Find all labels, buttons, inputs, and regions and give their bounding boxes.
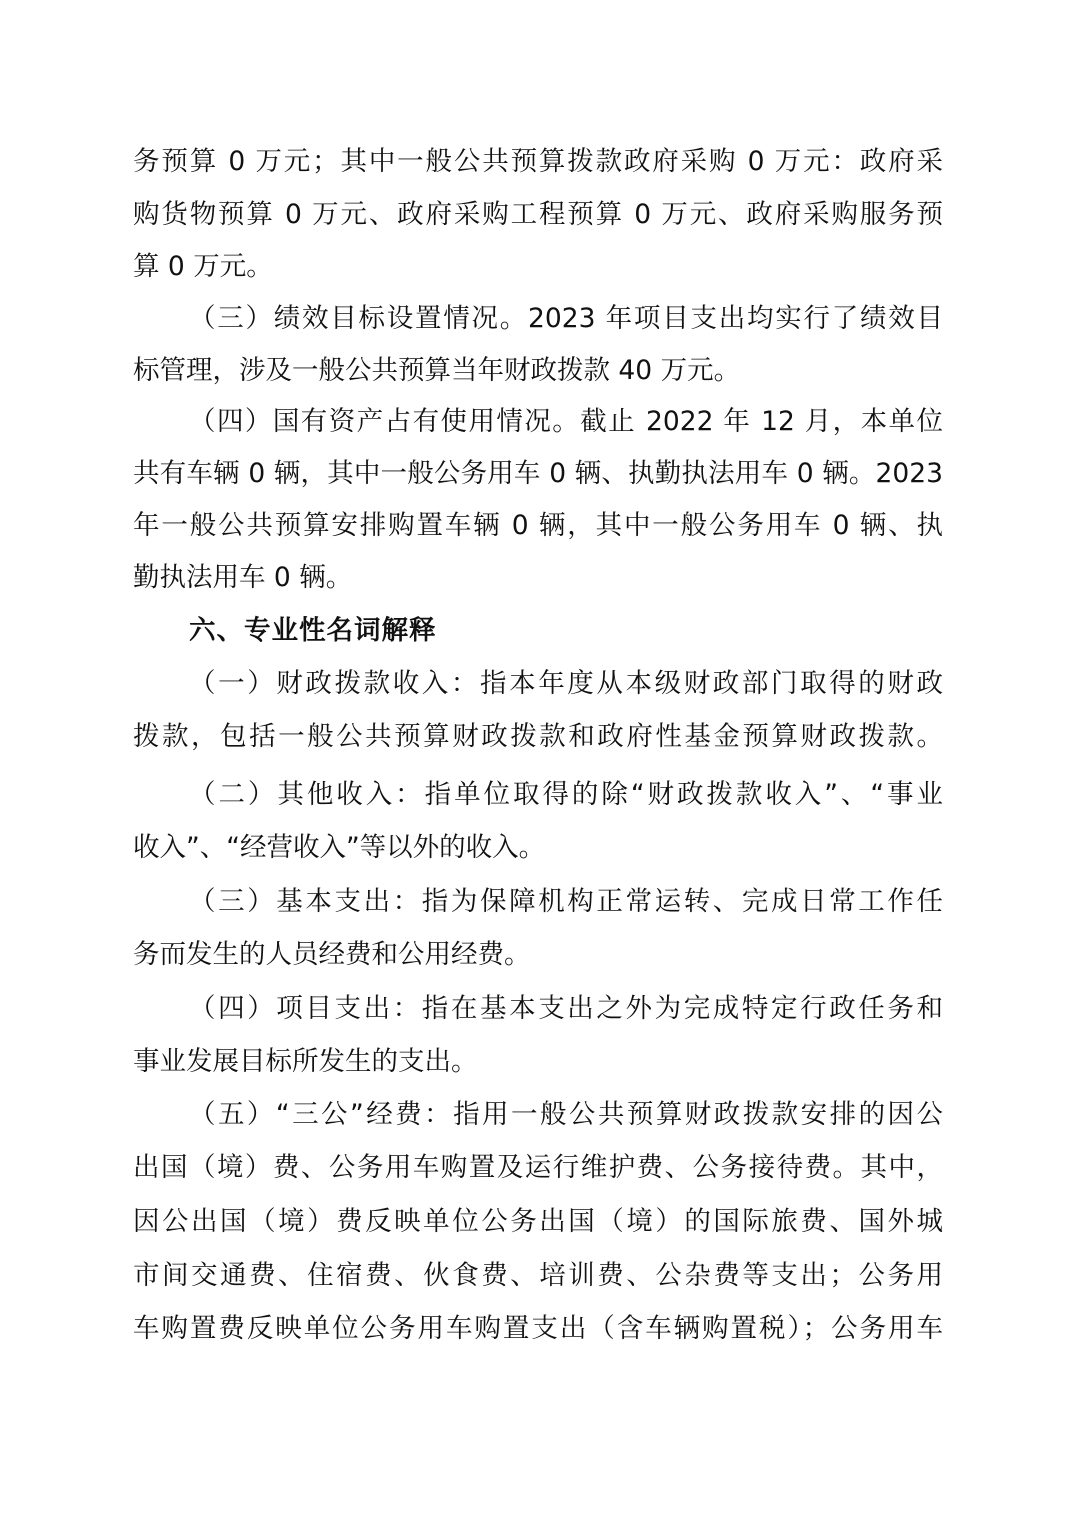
body-text-line: 共有车辆 0 辆，其中一般公务用车 0 辆、执勤执法用车 0 辆。2023 (133, 458, 943, 489)
body-text-line: 市间交通费、住宿费、伙食费、培训费、公杂费等支出；公务用 (133, 1260, 943, 1291)
body-text-line: 算 0 万元。 (133, 251, 273, 282)
body-text-line: 车购置费反映单位公务用车购置支出（含车辆购置税）；公务用车 (133, 1313, 943, 1344)
body-text-line: （三）绩效目标设置情况。2023 年项目支出均实行了绩效目 (189, 303, 943, 334)
body-text-line: 勤执法用车 0 辆。 (133, 562, 353, 593)
body-text-line: 购货物预算 0 万元、政府采购工程预算 0 万元、政府采购服务预 (133, 199, 943, 230)
body-text-line: 务而发生的人员经费和公用经费。 (133, 939, 531, 970)
body-text-line: 务预算 0 万元；其中一般公共预算拨款政府采购 0 万元：政府采 (133, 146, 943, 177)
body-text-line: 标管理，涉及一般公共预算当年财政拨款 40 万元。 (133, 355, 741, 386)
body-text-line: 事业发展目标所发生的支出。 (133, 1046, 478, 1077)
body-text-line: （三）基本支出：指为保障机构正常运转、完成日常工作任 (189, 886, 943, 917)
body-text-line: 出国（境）费、公务用车购置及运行维护费、公务接待费。其中， (133, 1152, 943, 1183)
body-text-line: 因公出国（境）费反映单位公务出国（境）的国际旅费、国外城 (133, 1206, 943, 1237)
body-text-line: （四）国有资产占有使用情况。截止 2022 年 12 月，本单位 (189, 406, 943, 437)
body-text-line: （二）其他收入：指单位取得的除“财政拨款收入”、“事业 (189, 779, 943, 810)
body-text-line: 年一般公共预算安排购置车辆 0 辆，其中一般公务用车 0 辆、执 (133, 510, 943, 541)
body-text-line: 收入”、“经营收入”等以外的收入。 (133, 832, 546, 863)
body-text-line: 拨款，包括一般公共预算财政拨款和政府性基金预算财政拨款。 (133, 721, 943, 752)
body-text-line: （一）财政拨款收入：指本年度从本级财政部门取得的财政 (189, 668, 943, 699)
body-text-line: （四）项目支出：指在基本支出之外为完成特定行政任务和 (189, 993, 943, 1024)
section-heading: 六、专业性名词解释 (189, 615, 437, 646)
body-text-line: （五）“三公”经费：指用一般公共预算财政拨款安排的因公 (189, 1099, 943, 1130)
